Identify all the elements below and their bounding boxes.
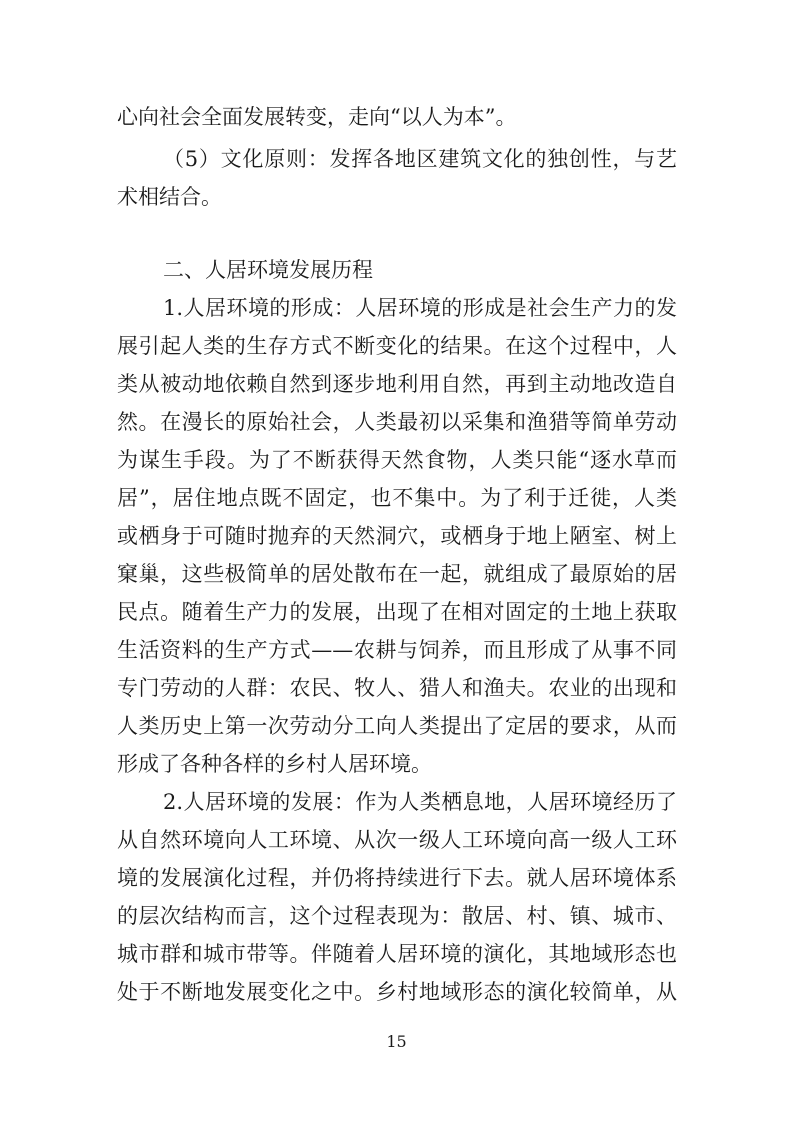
text-line: 的层次结构而言，这个过程表现为：散居、村、镇、城市、	[117, 904, 677, 928]
text-line: 人类历史上第一次劳动分工向人类提出了定居的要求，从而	[117, 714, 677, 738]
text-line: 术相结合。	[117, 185, 222, 209]
text-line: 专门劳动的人群：农民、牧人、猎人和渔夫。农业的出现和	[117, 676, 677, 700]
text-line: 从自然环境向人工环境、从次一级人工环境向高一级人工环	[117, 828, 677, 852]
text-line: 民点。随着生产力的发展，出现了在相对固定的土地上获取	[117, 600, 677, 624]
text-line: 然。在漫长的原始社会，人类最初以采集和渔猎等简单劳动	[117, 410, 677, 434]
text-line: 居”，居住地点既不固定，也不集中。为了利于迁徙，人类	[117, 486, 677, 510]
text-line: 城市群和城市带等。伴随着人居环境的演化，其地域形态也	[117, 942, 677, 966]
page-number: 15	[386, 1032, 407, 1051]
text-line: 类从被动地依赖自然到逐步地利用自然，再到主动地改造自	[117, 372, 677, 396]
section-heading: 二、人居环境发展历程	[163, 258, 373, 282]
text-line: 为谋生手段。为了不断获得天然食物，人类只能“逐水草而	[117, 448, 677, 472]
text-line: 2.人居环境的发展：作为人类栖息地，人居环境经历了	[163, 790, 677, 814]
text-line: 或栖身于可随时抛弃的天然洞穴，或栖身于地上陋室、树上	[117, 524, 677, 548]
text-line: 处于不断地发展变化之中。乡村地域形态的演化较简单，从	[117, 980, 677, 1004]
text-line: 展引起人类的生存方式不断变化的结果。在这个过程中，人	[117, 334, 677, 358]
text-line: 境的发展演化过程，并仍将持续进行下去。就人居环境体系	[117, 866, 677, 890]
text-line: 窠巢，这些极简单的居处散布在一起，就组成了最原始的居	[117, 562, 677, 586]
text-line: （5）文化原则：发挥各地区建筑文化的独创性，与艺	[163, 147, 677, 171]
text-line: 1.人居环境的形成：人居环境的形成是社会生产力的发	[163, 296, 677, 320]
text-line: 心向社会全面发展转变，走向“以人为本”。	[117, 105, 517, 129]
text-line: 生活资料的生产方式——农耕与饲养，而且形成了从事不同	[117, 638, 677, 662]
text-line: 形成了各种各样的乡村人居环境。	[117, 752, 432, 776]
